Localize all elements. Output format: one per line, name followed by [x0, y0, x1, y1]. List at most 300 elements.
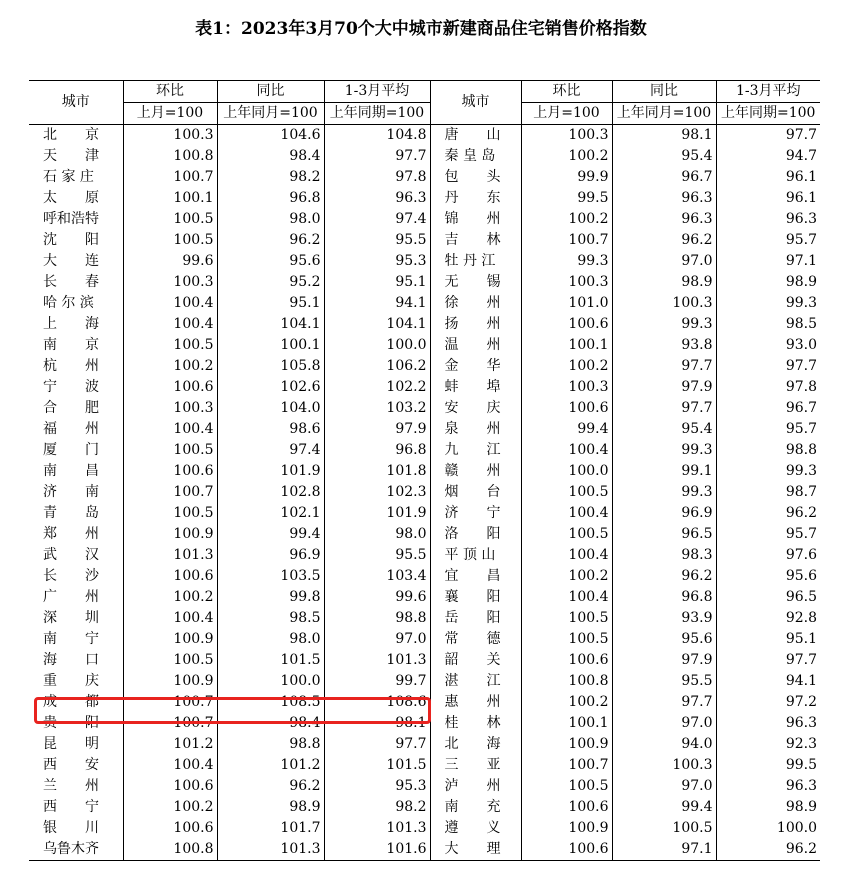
- avg-right-cell: 98.8: [716, 440, 820, 461]
- avg-right-cell: 97.8: [716, 377, 820, 398]
- table-row: [29, 713, 820, 734]
- avg-right-cell: 98.9: [716, 272, 820, 293]
- mom-right-cell: 100.2: [521, 356, 612, 377]
- yoy-left-cell: 98.8: [217, 734, 324, 755]
- avg-left-cell: 97.7: [324, 734, 430, 755]
- city-right-cell: 丹 东: [430, 188, 521, 209]
- city-left-cell: 南 宁: [43, 631, 99, 647]
- city-right-cell: 济 宁: [430, 503, 521, 524]
- avg-left-cell: 103.4: [324, 566, 430, 587]
- yoy-left-cell: 97.4: [217, 440, 324, 461]
- mom-right-cell: 100.6: [521, 314, 612, 335]
- yoy-left-cell: 105.8: [217, 356, 324, 377]
- mom-left-cell: 100.5: [123, 440, 217, 461]
- table-row: [29, 377, 820, 398]
- yoy-right-cell: 95.4: [612, 146, 716, 167]
- mom-left-cell: 100.5: [123, 230, 217, 251]
- mom-left-cell: 100.5: [123, 335, 217, 356]
- mom-right-cell: 100.7: [521, 755, 612, 776]
- table-row: [29, 125, 820, 147]
- mom-left-cell: 100.7: [123, 692, 217, 713]
- avg-right-cell: 96.7: [716, 398, 820, 419]
- table-row: [29, 608, 820, 629]
- table-row: [29, 440, 820, 461]
- yoy-left-cell: 95.1: [217, 293, 324, 314]
- city-left-cell: 武 汉: [43, 547, 99, 563]
- avg-left-cell: 101.8: [324, 461, 430, 482]
- mom-right-cell: 99.5: [521, 188, 612, 209]
- avg-right-cell: 100.0: [716, 818, 820, 839]
- avg-right-cell: 99.5: [716, 755, 820, 776]
- yoy-right-cell: 98.1: [612, 125, 716, 147]
- header-avg-right: 1-3月平均: [716, 81, 820, 103]
- yoy-right-cell: 96.3: [612, 209, 716, 230]
- city-right-cell: 遵 义: [430, 818, 521, 839]
- mom-right-cell: 100.5: [521, 482, 612, 503]
- mom-right-cell: 99.9: [521, 167, 612, 188]
- city-right-cell: 安 庆: [430, 398, 521, 419]
- city-right-cell: 宜 昌: [430, 566, 521, 587]
- mom-right-cell: 100.6: [521, 398, 612, 419]
- yoy-left-cell: 98.4: [217, 713, 324, 734]
- city-left-cell: 昆 明: [43, 736, 99, 752]
- yoy-left-cell: 98.9: [217, 797, 324, 818]
- yoy-left-cell: 96.9: [217, 545, 324, 566]
- table-row: [29, 755, 820, 776]
- yoy-right-cell: 99.1: [612, 461, 716, 482]
- avg-left-cell: 95.5: [324, 230, 430, 251]
- city-left-cell: 哈 尔 滨: [43, 295, 94, 311]
- city-right-cell: 牡 丹 江: [430, 251, 521, 272]
- mom-right-cell: 100.3: [521, 377, 612, 398]
- yoy-right-cell: 97.0: [612, 776, 716, 797]
- mom-right-cell: 100.6: [521, 839, 612, 861]
- table-title: 表1：2023年3月70个大中城市新建商品住宅销售价格指数: [195, 19, 647, 39]
- avg-left-cell: 101.5: [324, 755, 430, 776]
- yoy-left-cell: 98.4: [217, 146, 324, 167]
- avg-right-cell: 96.1: [716, 167, 820, 188]
- mom-right-cell: 100.2: [521, 692, 612, 713]
- yoy-left-cell: 98.6: [217, 419, 324, 440]
- city-left-cell: 西 安: [43, 757, 99, 773]
- mom-right-cell: 100.4: [521, 587, 612, 608]
- mom-left-cell: 100.5: [123, 209, 217, 230]
- yoy-left-cell: 104.1: [217, 314, 324, 335]
- city-right-cell: 南 充: [430, 797, 521, 818]
- mom-left-cell: 100.2: [123, 587, 217, 608]
- yoy-left-cell: 96.2: [217, 230, 324, 251]
- city-right-cell: 襄 阳: [430, 587, 521, 608]
- avg-left-cell: 96.3: [324, 188, 430, 209]
- avg-right-cell: 96.3: [716, 776, 820, 797]
- yoy-left-cell: 101.7: [217, 818, 324, 839]
- mom-right-cell: 99.3: [521, 251, 612, 272]
- city-right-cell: 金 华: [430, 356, 521, 377]
- avg-left-cell: 100.0: [324, 335, 430, 356]
- mom-left-cell: 100.7: [123, 167, 217, 188]
- city-right-cell: 秦 皇 岛: [430, 146, 521, 167]
- city-right-cell: 泉 州: [430, 419, 521, 440]
- city-right-cell: 锦 州: [430, 209, 521, 230]
- city-right-cell: 包 头: [430, 167, 521, 188]
- avg-right-cell: 97.7: [716, 125, 820, 147]
- city-right-cell: 洛 阳: [430, 524, 521, 545]
- avg-right-cell: 94.1: [716, 671, 820, 692]
- mom-left-cell: 100.2: [123, 356, 217, 377]
- mom-left-cell: 100.4: [123, 293, 217, 314]
- mom-right-cell: 99.4: [521, 419, 612, 440]
- mom-right-cell: 100.0: [521, 461, 612, 482]
- mom-left-cell: 100.4: [123, 314, 217, 335]
- mom-right-cell: 100.5: [521, 524, 612, 545]
- header-avg-base-right: 上年同期=100: [716, 103, 820, 125]
- avg-left-cell: 103.2: [324, 398, 430, 419]
- table-row: [29, 545, 820, 566]
- mom-left-cell: 101.2: [123, 734, 217, 755]
- avg-right-cell: 95.6: [716, 566, 820, 587]
- yoy-right-cell: 100.5: [612, 818, 716, 839]
- avg-left-cell: 98.0: [324, 524, 430, 545]
- avg-right-cell: 95.1: [716, 629, 820, 650]
- city-left-cell: 太 原: [43, 190, 99, 206]
- yoy-right-cell: 98.3: [612, 545, 716, 566]
- city-left-cell: 厦 门: [43, 442, 99, 458]
- header-mom-right: 环比: [521, 81, 612, 103]
- mom-left-cell: 100.1: [123, 188, 217, 209]
- mom-left-cell: 100.8: [123, 839, 217, 861]
- city-right-cell: 桂 林: [430, 713, 521, 734]
- table-row: [29, 524, 820, 545]
- avg-left-cell: 96.8: [324, 440, 430, 461]
- avg-left-cell: 97.4: [324, 209, 430, 230]
- mom-right-cell: 100.5: [521, 776, 612, 797]
- yoy-right-cell: 97.7: [612, 398, 716, 419]
- city-left-cell: 兰 州: [43, 778, 99, 794]
- table-row: [29, 503, 820, 524]
- city-right-cell: 惠 州: [430, 692, 521, 713]
- table-row: [29, 398, 820, 419]
- table-row: [29, 797, 820, 818]
- avg-right-cell: 95.7: [716, 230, 820, 251]
- city-right-cell: 平 顶 山: [430, 545, 521, 566]
- city-left-cell: 银 川: [43, 820, 99, 836]
- table-body: [29, 125, 820, 861]
- city-left-cell: 呼和浩特: [43, 211, 99, 227]
- mom-right-cell: 100.7: [521, 230, 612, 251]
- table-row: [29, 146, 820, 167]
- table-row: [29, 629, 820, 650]
- table-row: [29, 335, 820, 356]
- header-yoy-right: 同比: [612, 81, 716, 103]
- yoy-right-cell: 97.9: [612, 650, 716, 671]
- price-index-table: [29, 80, 820, 861]
- yoy-right-cell: 99.3: [612, 440, 716, 461]
- city-left-cell: 宁 波: [43, 379, 99, 395]
- avg-left-cell: 97.8: [324, 167, 430, 188]
- header-avg-left: 1-3月平均: [324, 81, 430, 103]
- header-mom-base-right: 上月=100: [521, 103, 612, 125]
- yoy-right-cell: 96.2: [612, 566, 716, 587]
- mom-right-cell: 100.6: [521, 650, 612, 671]
- table-row: [29, 671, 820, 692]
- city-left-cell: 长 春: [43, 274, 99, 290]
- yoy-right-cell: 99.3: [612, 482, 716, 503]
- city-right-cell: 大 理: [430, 839, 521, 861]
- city-right-cell: 常 德: [430, 629, 521, 650]
- table-row: [29, 272, 820, 293]
- city-right-cell: 唐 山: [430, 125, 521, 147]
- avg-left-cell: 102.3: [324, 482, 430, 503]
- city-left-cell: 西 宁: [43, 799, 99, 815]
- city-left-cell: 沈 阳: [43, 232, 99, 248]
- yoy-right-cell: 99.3: [612, 314, 716, 335]
- mom-right-cell: 100.4: [521, 440, 612, 461]
- yoy-right-cell: 97.7: [612, 692, 716, 713]
- avg-right-cell: 96.1: [716, 188, 820, 209]
- table-row: [29, 209, 820, 230]
- avg-left-cell: 94.1: [324, 293, 430, 314]
- city-left-cell: 福 州: [43, 421, 99, 437]
- avg-right-cell: 97.6: [716, 545, 820, 566]
- yoy-left-cell: 95.2: [217, 272, 324, 293]
- table-row: [29, 818, 820, 839]
- mom-left-cell: 100.4: [123, 755, 217, 776]
- yoy-right-cell: 97.1: [612, 839, 716, 861]
- yoy-left-cell: 96.2: [217, 776, 324, 797]
- yoy-right-cell: 100.3: [612, 755, 716, 776]
- avg-right-cell: 92.3: [716, 734, 820, 755]
- avg-left-cell: 101.3: [324, 650, 430, 671]
- header-city-left: 城市: [29, 81, 123, 125]
- yoy-right-cell: 98.9: [612, 272, 716, 293]
- mom-left-cell: 100.9: [123, 671, 217, 692]
- mom-left-cell: 100.6: [123, 377, 217, 398]
- yoy-left-cell: 101.9: [217, 461, 324, 482]
- avg-left-cell: 99.6: [324, 587, 430, 608]
- mom-left-cell: 100.6: [123, 818, 217, 839]
- yoy-left-cell: 98.0: [217, 629, 324, 650]
- mom-left-cell: 100.6: [123, 776, 217, 797]
- avg-left-cell: 106.2: [324, 356, 430, 377]
- avg-right-cell: 92.8: [716, 608, 820, 629]
- mom-left-cell: 100.2: [123, 797, 217, 818]
- yoy-left-cell: 103.5: [217, 566, 324, 587]
- mom-right-cell: 100.2: [521, 566, 612, 587]
- avg-left-cell: 97.9: [324, 419, 430, 440]
- avg-left-cell: 101.9: [324, 503, 430, 524]
- avg-left-cell: 102.2: [324, 377, 430, 398]
- city-right-cell: 无 锡: [430, 272, 521, 293]
- avg-right-cell: 99.3: [716, 461, 820, 482]
- mom-left-cell: 100.4: [123, 608, 217, 629]
- city-left-cell: 南 京: [43, 337, 99, 353]
- mom-left-cell: 100.6: [123, 566, 217, 587]
- header-yoy-base-left: 上年同月=100: [217, 103, 324, 125]
- mom-right-cell: 100.9: [521, 818, 612, 839]
- mom-left-cell: 100.4: [123, 419, 217, 440]
- yoy-right-cell: 97.7: [612, 356, 716, 377]
- yoy-left-cell: 98.0: [217, 209, 324, 230]
- avg-left-cell: 104.1: [324, 314, 430, 335]
- mom-right-cell: 100.2: [521, 209, 612, 230]
- city-right-cell: 北 海: [430, 734, 521, 755]
- avg-left-cell: 95.3: [324, 251, 430, 272]
- mom-right-cell: 100.4: [521, 545, 612, 566]
- avg-right-cell: 98.7: [716, 482, 820, 503]
- mom-left-cell: 101.3: [123, 545, 217, 566]
- header-mom-left: 环比: [123, 81, 217, 103]
- mom-left-cell: 100.7: [123, 482, 217, 503]
- table-row: [29, 314, 820, 335]
- mom-right-cell: 100.6: [521, 797, 612, 818]
- mom-right-cell: 100.3: [521, 272, 612, 293]
- yoy-right-cell: 97.0: [612, 251, 716, 272]
- header-city-right: 城市: [430, 81, 521, 125]
- yoy-right-cell: 93.8: [612, 335, 716, 356]
- avg-right-cell: 96.3: [716, 209, 820, 230]
- city-right-cell: 湛 江: [430, 671, 521, 692]
- mom-right-cell: 100.5: [521, 608, 612, 629]
- mom-left-cell: 99.6: [123, 251, 217, 272]
- city-left-cell: 郑 州: [43, 526, 99, 542]
- mom-left-cell: 100.3: [123, 398, 217, 419]
- avg-left-cell: 95.3: [324, 776, 430, 797]
- avg-right-cell: 96.2: [716, 839, 820, 861]
- avg-right-cell: 96.5: [716, 587, 820, 608]
- table-row: [29, 839, 820, 861]
- yoy-right-cell: 95.4: [612, 419, 716, 440]
- city-right-cell: 温 州: [430, 335, 521, 356]
- yoy-right-cell: 96.2: [612, 230, 716, 251]
- avg-left-cell: 98.2: [324, 797, 430, 818]
- table-row: [29, 734, 820, 755]
- yoy-left-cell: 96.8: [217, 188, 324, 209]
- city-right-cell: 蚌 埠: [430, 377, 521, 398]
- yoy-left-cell: 98.2: [217, 167, 324, 188]
- avg-left-cell: 101.6: [324, 839, 430, 861]
- yoy-left-cell: 99.8: [217, 587, 324, 608]
- avg-left-cell: 101.3: [324, 818, 430, 839]
- yoy-right-cell: 97.9: [612, 377, 716, 398]
- table-row: [29, 230, 820, 251]
- avg-left-cell: 95.5: [324, 545, 430, 566]
- yoy-right-cell: 95.5: [612, 671, 716, 692]
- yoy-left-cell: 104.6: [217, 125, 324, 147]
- avg-left-cell: 97.0: [324, 629, 430, 650]
- yoy-right-cell: 96.7: [612, 167, 716, 188]
- city-right-cell: 徐 州: [430, 293, 521, 314]
- yoy-left-cell: 99.4: [217, 524, 324, 545]
- header-yoy-left: 同比: [217, 81, 324, 103]
- city-right-cell: 三 亚: [430, 755, 521, 776]
- yoy-left-cell: 102.6: [217, 377, 324, 398]
- yoy-left-cell: 101.2: [217, 755, 324, 776]
- avg-left-cell: 97.7: [324, 146, 430, 167]
- yoy-left-cell: 108.5: [217, 692, 324, 713]
- city-right-cell: 吉 林: [430, 230, 521, 251]
- table-row: [29, 482, 820, 503]
- yoy-left-cell: 100.0: [217, 671, 324, 692]
- avg-left-cell: 98.1: [324, 713, 430, 734]
- avg-right-cell: 96.3: [716, 713, 820, 734]
- mom-left-cell: 100.3: [123, 272, 217, 293]
- yoy-left-cell: 102.8: [217, 482, 324, 503]
- table-row: [29, 356, 820, 377]
- yoy-right-cell: 100.3: [612, 293, 716, 314]
- table-row: [29, 692, 820, 713]
- city-right-cell: 泸 州: [430, 776, 521, 797]
- avg-right-cell: 98.9: [716, 797, 820, 818]
- city-left-cell: 重 庆: [43, 673, 99, 689]
- city-left-cell: 大 连: [43, 253, 99, 269]
- yoy-left-cell: 101.5: [217, 650, 324, 671]
- city-right-cell: 扬 州: [430, 314, 521, 335]
- avg-right-cell: 97.7: [716, 650, 820, 671]
- table-row: [29, 461, 820, 482]
- yoy-right-cell: 96.9: [612, 503, 716, 524]
- mom-right-cell: 100.8: [521, 671, 612, 692]
- mom-left-cell: 100.9: [123, 629, 217, 650]
- table-row: [29, 293, 820, 314]
- city-left-cell: 深 圳: [43, 610, 99, 626]
- mom-left-cell: 100.3: [123, 125, 217, 147]
- table-row: [29, 566, 820, 587]
- yoy-right-cell: 99.4: [612, 797, 716, 818]
- city-left-cell: 长 沙: [43, 568, 99, 584]
- city-right-cell: 烟 台: [430, 482, 521, 503]
- avg-left-cell: 95.1: [324, 272, 430, 293]
- city-left-cell: 广 州: [43, 589, 99, 605]
- yoy-right-cell: 95.6: [612, 629, 716, 650]
- mom-left-cell: 100.7: [123, 713, 217, 734]
- mom-left-cell: 100.9: [123, 524, 217, 545]
- city-left-cell: 天 津: [43, 148, 99, 164]
- mom-left-cell: 100.5: [123, 503, 217, 524]
- avg-right-cell: 94.7: [716, 146, 820, 167]
- avg-right-cell: 99.3: [716, 293, 820, 314]
- mom-right-cell: 100.3: [521, 125, 612, 147]
- city-right-cell: 韶 关: [430, 650, 521, 671]
- yoy-right-cell: 97.0: [612, 713, 716, 734]
- city-left-cell: 贵 阳: [43, 715, 99, 731]
- avg-left-cell: 108.6: [324, 692, 430, 713]
- city-left-cell: 杭 州: [43, 358, 99, 374]
- avg-right-cell: 97.1: [716, 251, 820, 272]
- avg-right-cell: 97.7: [716, 356, 820, 377]
- table-row: [29, 188, 820, 209]
- city-left-cell: 济 南: [43, 484, 99, 500]
- yoy-left-cell: 104.0: [217, 398, 324, 419]
- table-row: [29, 650, 820, 671]
- avg-left-cell: 99.7: [324, 671, 430, 692]
- avg-left-cell: 104.8: [324, 125, 430, 147]
- city-left-cell: 上 海: [43, 316, 99, 332]
- mom-right-cell: 100.1: [521, 713, 612, 734]
- yoy-right-cell: 96.5: [612, 524, 716, 545]
- mom-left-cell: 100.6: [123, 461, 217, 482]
- header-yoy-base-right: 上年同月=100: [612, 103, 716, 125]
- table-row: [29, 251, 820, 272]
- city-right-cell: 赣 州: [430, 461, 521, 482]
- avg-right-cell: 95.7: [716, 524, 820, 545]
- table-row: [29, 419, 820, 440]
- city-left-cell: 合 肥: [43, 400, 99, 416]
- header-avg-base-left: 上年同期=100: [324, 103, 430, 125]
- mom-right-cell: 100.2: [521, 146, 612, 167]
- avg-right-cell: 93.0: [716, 335, 820, 356]
- yoy-left-cell: 102.1: [217, 503, 324, 524]
- yoy-right-cell: 96.8: [612, 587, 716, 608]
